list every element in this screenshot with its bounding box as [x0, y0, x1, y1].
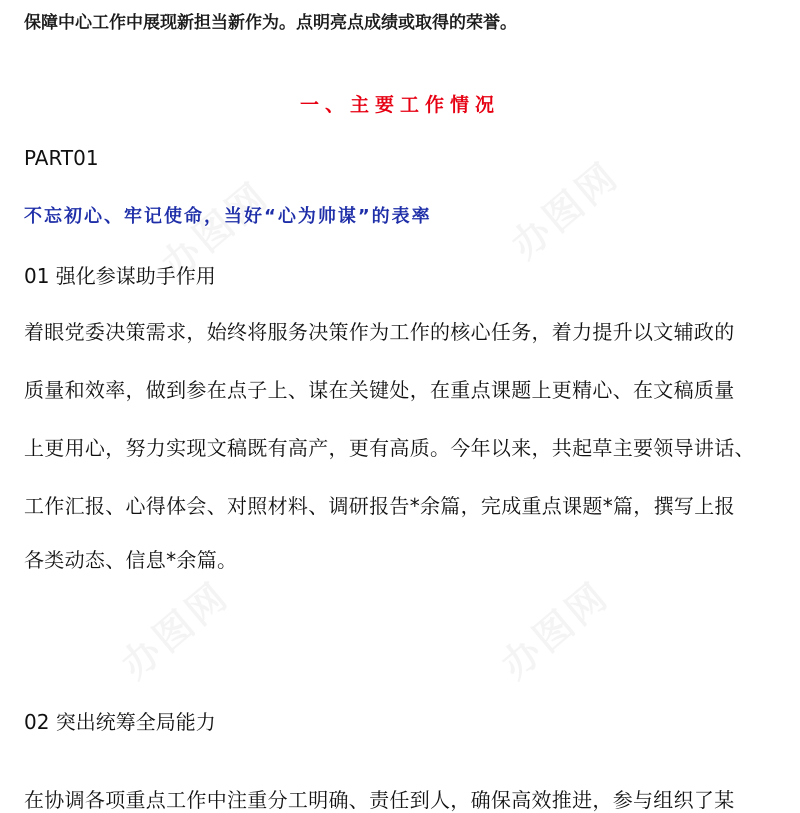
paragraph-line: 质量和效率，做到参在点子上、谋在关键处，在重点课题上更精心、在文稿质量 [24, 378, 735, 402]
section-heading: 一、主要工作情况 [299, 94, 500, 116]
paragraph-line: 上更用心，努力实现文稿既有高产，更有高质。今年以来，共起草主要领导讲话、 [24, 436, 755, 460]
paragraph-line: 工作汇报、心得体会、对照材料、调研报告*余篇，完成重点课题*篇，撰写上报 [24, 494, 735, 518]
watermark [487, 566, 619, 689]
intro-text: 保障中心工作中展现新担当新作为。点明亮点成绩或取得的荣誉。 [24, 13, 517, 33]
watermark [107, 566, 239, 689]
paragraph-line: 各类动态、信息*余篇。 [24, 548, 238, 572]
subheading: 不忘初心、牢记使命，当好“心为帅谋”的表率 [24, 206, 432, 227]
paragraph-line: 在协调各项重点工作中注重分工明确、责任到人，确保高效推进，参与组织了某 [24, 788, 735, 812]
item-title: 01 强化参谋助手作用 [24, 264, 216, 288]
watermark [497, 146, 629, 269]
part-label: PART01 [24, 146, 99, 170]
item-title: 02 突出统筹全局能力 [24, 710, 216, 734]
paragraph-line: 着眼党委决策需求，始终将服务决策作为工作的核心任务，着力提升以文辅政的 [24, 320, 735, 344]
